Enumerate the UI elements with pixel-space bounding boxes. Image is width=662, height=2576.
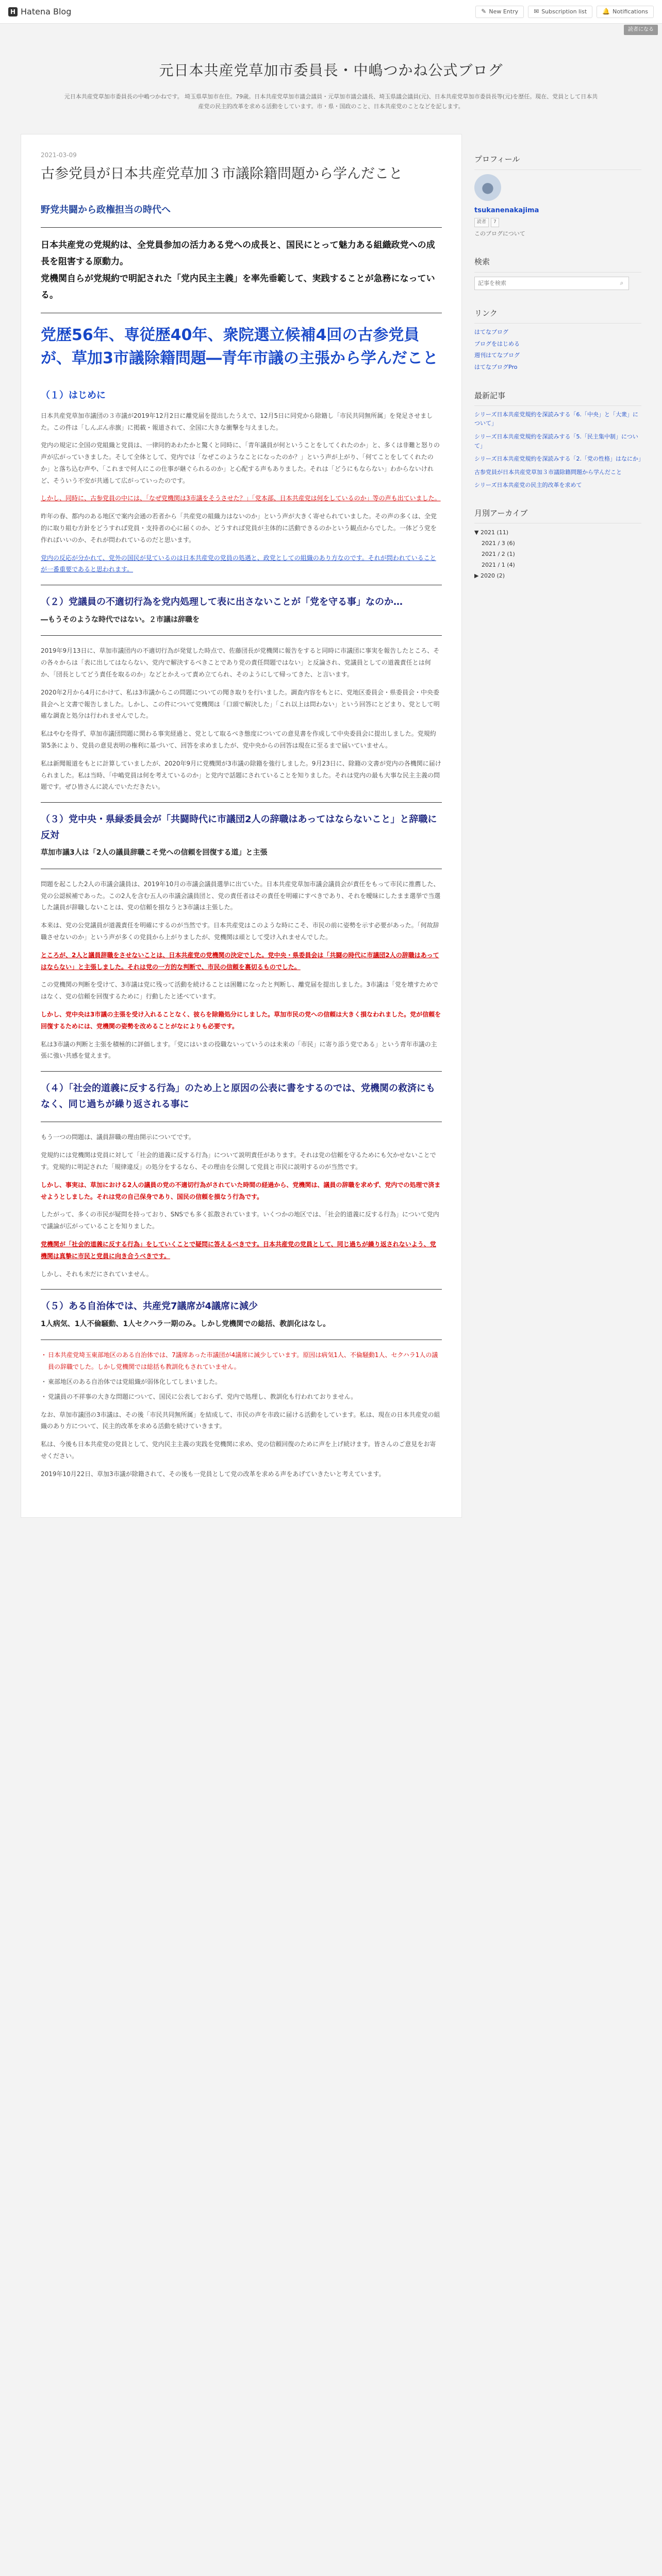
highlighted-paragraph: しかし、同時に、古参党員の中には、「なぜ党機関は3市議をそうさせた？」「党本部、日本共産党は何をしているのか」等の声も出ていました。: [41, 495, 441, 502]
user-icon: ●: [481, 179, 494, 196]
divider: [41, 1289, 442, 1290]
link-item[interactable]: ブログをはじめる: [474, 340, 520, 347]
search-module: [474, 255, 641, 290]
archive-month[interactable]: 2021 / 1 (4): [482, 561, 515, 568]
links-module: [474, 307, 641, 372]
section-2-subheading: ―もうそのような時代ではない。２市議は辞職を: [41, 615, 200, 624]
paragraph: しかし、それも未だにされていません。: [41, 1270, 153, 1278]
paragraph: 党内の規定に全国の党組織と党員は、一律同的あわたかと驚くと同時に、「青年議員が何ということをしてくれたのか」と、多くは非難と怒りの声が広がっていきました。そして全体として、党内では「なぜこのようなことになったのか？」という声が上がり、「何てことをしてくれたのか」と落ち込む声や、「これまで何人にこの仕事が継ぐられるのか」と心配する声もありました。それは「どうにもならない」わからないけれど、そういう不安が共通して広がっていったのです。: [41, 442, 440, 484]
paragraph: 2019年10月22日、草加3市議が除籍されて、その後も一党員として党の改革を求める声をあげていきたいと考えています。: [41, 1470, 385, 1478]
blog-title[interactable]: 元日本共産党草加市委員長・中嶋つかね公式ブログ: [159, 62, 503, 79]
list-item: ・ 党議員の不祥事の大きな問題について、国民に公表しておらず、党内で処理し、教訓化も行われておりません。: [41, 1391, 442, 1403]
search-title: 検索: [474, 255, 641, 272]
profile-id-link[interactable]: tsukanenakajima: [474, 206, 539, 214]
archive-module: [474, 506, 641, 582]
highlighted-paragraph: 党機関が「社会的道義に反する行為」をしていくことで疑問に答えるべきです。日本共産党の党員として、同じ過ちが繰り返されないよう、党機関は真摯に市民と党員に向き合うべきです。: [41, 1240, 436, 1260]
about-blog-link[interactable]: このブログについて: [474, 230, 525, 238]
section-4-heading: （４）「社会的道義に反する行為」のため上と原因の公表に書をするのでは、党機関の救済にもなく、同じ過ちが繰り返される事に: [41, 1083, 435, 1110]
entry-date[interactable]: 2021-03-09: [41, 151, 77, 159]
paragraph: なお、草加市議団の3市議は、その後「市民共同無所属」を結成して、市民の声を市政に届ける活動をしています。私は、現在の日本共産党の組織のあり方について、民主的改革を求める活動を続けていきます。: [41, 1411, 440, 1430]
recent-entry-link[interactable]: シリーズ日本共産党の民主的改革を求めて: [474, 482, 582, 489]
divider: [41, 227, 442, 228]
new-entry-button[interactable]: [475, 6, 524, 18]
paragraph: 昨年の春、都内のある地区で案内会通の若者から「共産党の組織力はないのか」という声が大きく寄せられていました。その声の多くは、全党的に取り組む方針をどうすれば党員・支持者の心に届くのか、どうすれば党員が主体的に活動できるのかという観点からでした。一体どう党を作ればいいのか、それが問われているのだと思います。: [41, 513, 437, 544]
recent-entry-link[interactable]: 古参党員が日本共産党草加３市議除籍問題から学んだこと: [474, 468, 622, 476]
mail-icon: ✉: [534, 8, 539, 15]
blog-description: 元日本共産党草加市委員長の中嶋つかねです。 埼玉県草加市在住。79歳。日本共産党草加市議会議員・元草加市議会議長、埼玉県議会議員(元)、日本共産党草加市委員長等(元)を歴任。現在、党員として日本共産党の民主的改革を求める活動をしています。市・県・国政のこと、日本共産党のことなどを記します。: [64, 93, 598, 110]
section-5-subheading: 1人病気、1人不倫騒動、1人セクハラ一期のみ。しかし党機関での総括、教訓化はなし。: [41, 1319, 330, 1328]
bullet-list: [41, 1349, 442, 1402]
divider: [41, 802, 442, 803]
profile-module: [474, 152, 641, 239]
recent-entry-link[interactable]: シリーズ日本共産党規約を深読みする「2.「党の性格」はなにか」: [474, 455, 644, 463]
blog-header: [0, 24, 662, 134]
archive-title: 月別アーカイブ: [474, 506, 641, 523]
paragraph: この党機関の判断を受けて、3市議は党に残って活動を続けることは困難になったと判断し、離党届を提出しました。3市議は「党を壊すためではなく、党の信頼を回復するために」行動したと述べています。: [41, 981, 439, 1001]
new-entry-label: New Entry: [489, 8, 519, 15]
highlighted-paragraph: しかし、党中央は3市議の主張を受け入れることなく、彼らを除籍処分にしました。草加市民の党への信頼は大きく損なわれました。党が信頼を回復するためには、党機関の姿勢を改めることがなによりも必要です。: [41, 1010, 441, 1030]
link-item[interactable]: はてなブログPro: [474, 363, 518, 370]
paragraph: 日本共産党草加市議団の３市議が2019年12月2日に離党届を提出したうえで、12月5日に同党から除籍し「市民共同無所属」を発足させました。この件は「しんぶん赤旗」に掲載・報道されて、全国に大きな衝撃を与えました。: [41, 412, 433, 431]
lead-statement-2: 党機関自らが党規約で明記された「党内民主主義」を率先垂範して、実践することが急務になっている。: [41, 273, 435, 300]
notifications-button[interactable]: [597, 6, 654, 18]
recent-entry-link[interactable]: シリーズ日本共産党規約を深読みする「6.「中央」と「大衆」について」: [474, 411, 638, 427]
paragraph: 私はやむを得ず、草加市議団問題に関わる事実経過と、党として取るべき態度についての意見書を作成して中央委員会に提出しました。党規約第5条により、党員の意見表明の権利に基づいて、回答を求めましたが、党中央からの回答は現在に至るまで届いていません。: [41, 730, 436, 749]
highlighted-paragraph: 党内の反応が分かれて、党外の国民が見ているのは日本共産党の党員の処遇と、政党としての組織のあり方なのです。それが問われていることが一番重要であると思われます。: [41, 554, 436, 573]
archive-month[interactable]: 2021 / 2 (1): [482, 551, 515, 558]
section-3-subheading: 草加市議3人は「2人の議員辞職こそ党への信頼を回復する道」と主張: [41, 849, 268, 857]
hatena-logo-icon: H: [8, 7, 18, 16]
archive-month[interactable]: 2021 / 3 (6): [482, 540, 515, 547]
avatar[interactable]: [474, 174, 501, 201]
profile-title: プロフィール: [474, 152, 641, 170]
subscriber-count: 7: [491, 218, 499, 227]
subscribe-button[interactable]: 読者になる: [624, 25, 658, 35]
recent-entries-module: [474, 389, 644, 490]
sidebar: [474, 134, 644, 1517]
paragraph: 党規約には党機関は党員に対して「社会的道義に反する行為」について説明責任があります。それは党の信頼を守るためにも欠かせないことです。党規約に明記された「規律違反」の処分をするなら、その理由を公開して党員と市民に説明するのが当然です。: [41, 1151, 436, 1171]
main-headline: 党歴56年、専従歴40年、衆院選立候補4回の古参党員が、草加3市議除籍問題―青年市議の主張から学んだこと: [41, 326, 438, 368]
subscription-list-button[interactable]: [528, 6, 592, 18]
divider: [41, 635, 442, 636]
search-box: [474, 277, 629, 290]
archive-year-2020[interactable]: ▶ 2020 (2): [474, 572, 505, 579]
lead-heading: 野党共闘から政権担当の時代へ: [41, 204, 171, 215]
highlighted-paragraph: ところが、2人と議員辞職をさせないことは、日本共産党の党機関の決定でした。党中央・県委員会は「共闘の時代に市議団2人の辞職はあってはならない」と主張しました。それは党の一方的な判断で、市民の信頼を裏切るものでした。: [41, 951, 439, 971]
archive-year-2021[interactable]: ▼ 2021 (11): [474, 529, 509, 536]
search-input[interactable]: [475, 277, 615, 290]
global-header: [0, 0, 662, 32]
paragraph: 私は、今後も日本共産党の党員として、党内民主主義の実践を党機関に求め、党の信頼回復のために声を上げ続けます。皆さんのご意見をお寄せください。: [41, 1440, 436, 1460]
paragraph: したがって、多くの市民が疑問を持っており、SNSでも多く拡散されています。いくつかの地区では、「社会的道義に反する行為」について党内で議論が広がっていることを知りました。: [41, 1211, 439, 1230]
entry-title[interactable]: 古参党員が日本共産党草加３市議除籍問題から学んだこと: [41, 166, 403, 182]
pencil-icon: ✎: [481, 8, 487, 15]
links-title: リンク: [474, 307, 641, 324]
search-button[interactable]: [615, 277, 628, 290]
paragraph: 問題を起こした2人の市議会議員は、2019年10月の市議会議員選挙に出ていた。日本共産党草加市議会議員会が責任をもって市民に推薦した、党の公認候補であった。この2人を含む五人の市議会議員団と、党の責任者はその責任を明確にすべきであり、それを曖昧にしたまま選挙で当選した議員が辞職しないことは、党の信頼を損なうと3市議は主張した。: [41, 880, 441, 911]
recent-entry-link[interactable]: シリーズ日本共産党規約を深読みする「5.「民主集中制」について」: [474, 433, 638, 449]
highlighted-paragraph: しかし、事実は、草加における2人の議員の党の不適切行為がされていた時間の経過から、党機関は、議員の辞職を求めず、党内での処理で済ませようとしました。それは党の自己保身であり、国民の信頼を損なう行為です。: [41, 1181, 441, 1200]
link-item[interactable]: 週刊はてなブログ: [474, 352, 520, 359]
hatena-logo[interactable]: [8, 5, 71, 19]
section-2-heading: （２）党議員の不適切行為を党内処理して表に出さないことが「党を守る事」なのか…: [41, 597, 403, 608]
paragraph: もう一つの問題は、議員辞職の理由開示についてです。: [41, 1133, 195, 1141]
subscriber-badge[interactable]: 読者: [474, 218, 489, 227]
section-1-heading: （１）はじめに: [41, 390, 106, 401]
hatena-logo-text: Hatena Blog: [21, 6, 72, 16]
search-icon: ⌕: [620, 279, 624, 287]
divider: [41, 1071, 442, 1072]
paragraph: 本来は、党の公党議員が道義責任を明確にするのが当然です。日本共産党はこのような時にこそ、市民の前に姿勢を示す必要があった。「何故辞職させないのか」という声が多くの党員から上がりましたが、党機関は頑として受け入れませんでした。: [41, 922, 439, 941]
list-item: ・ 東部地区のある自治体では党組織が弱体化してしまいました。: [41, 1376, 442, 1388]
notifications-label: Notifications: [613, 8, 648, 15]
paragraph: 2020年2月から4月にかけて、私は3市議からこの問題についての聞き取りを行いました。調査内容をもとに、党地区委員会・県委員会・中央委員会へと文書で報告しました。しかし、この件について党機関は「口頭で解決した」「これ以上は問わない」という回答にとどまり、党として明確な調査と処分は行われませんでした。: [41, 688, 440, 720]
section-3-heading: （３）党中央・県緑委員会が「共闘時代に市議団2人の辞職はあってはならないこと」と辞職に反対: [41, 814, 437, 841]
entry-article: [21, 134, 462, 1517]
section-5-heading: （５）ある自治体では、共産党7議席が4議席に減少: [41, 1301, 258, 1312]
bell-icon: 🔔: [602, 8, 610, 15]
paragraph: 私は新聞報道をもとに計算していましたが、2020年9月に党機関が3市議の除籍を強行しました。9月23日に、除籍の文書が党内の各機関に届けられました。私は当時、「中嶋党員は何を考えているのか」と党内で話題にされていることを知りました。それは党内の最も大事な民主主義の問題です。ぜひ皆さんに読んでいただきたい。: [41, 759, 441, 791]
recent-title: 最新記事: [474, 389, 641, 406]
paragraph: 2019年9月13日に、草加市議団内の不適切行為が発覚した時点で、佐藤団長が党機関に報告をすると同時に市議団に事実を報告したところ、その各々からは「表に出してはならない、党内で解決するべきことであり党の責任問題ではない」と反論され、党議員としての道義責任とは何か、「団長としてどう責任を取るのか」などとかえって責め立てられ、そのようにして帰ってきた、と言います。: [41, 647, 440, 678]
link-item[interactable]: はてなブログ: [474, 328, 508, 335]
lead-statement-1: 日本共産党の党規約は、全党員参加の活力ある党への成長と、国民にとって魅力ある組織政党への成長を阻害する原動力。: [41, 240, 435, 267]
paragraph: 私は3市議の判断と主張を積極的に評価します。「党にはいまの役職ないっていうのは未来の「市民」に寄り添う党である」という青年市議の主張に強い共感を覚えます。: [41, 1040, 437, 1060]
list-item: ・ 日本共産党埼玉東部地区のある自治体では、7議席あった市議団が4議席に減少しています。原因は病気1人、不倫騒動1人、セクハラ1人の議員の辞職でした。しかし党機関では総括も教訓化もされていません。: [41, 1349, 442, 1373]
subscription-list-label: Subscription list: [541, 8, 587, 15]
